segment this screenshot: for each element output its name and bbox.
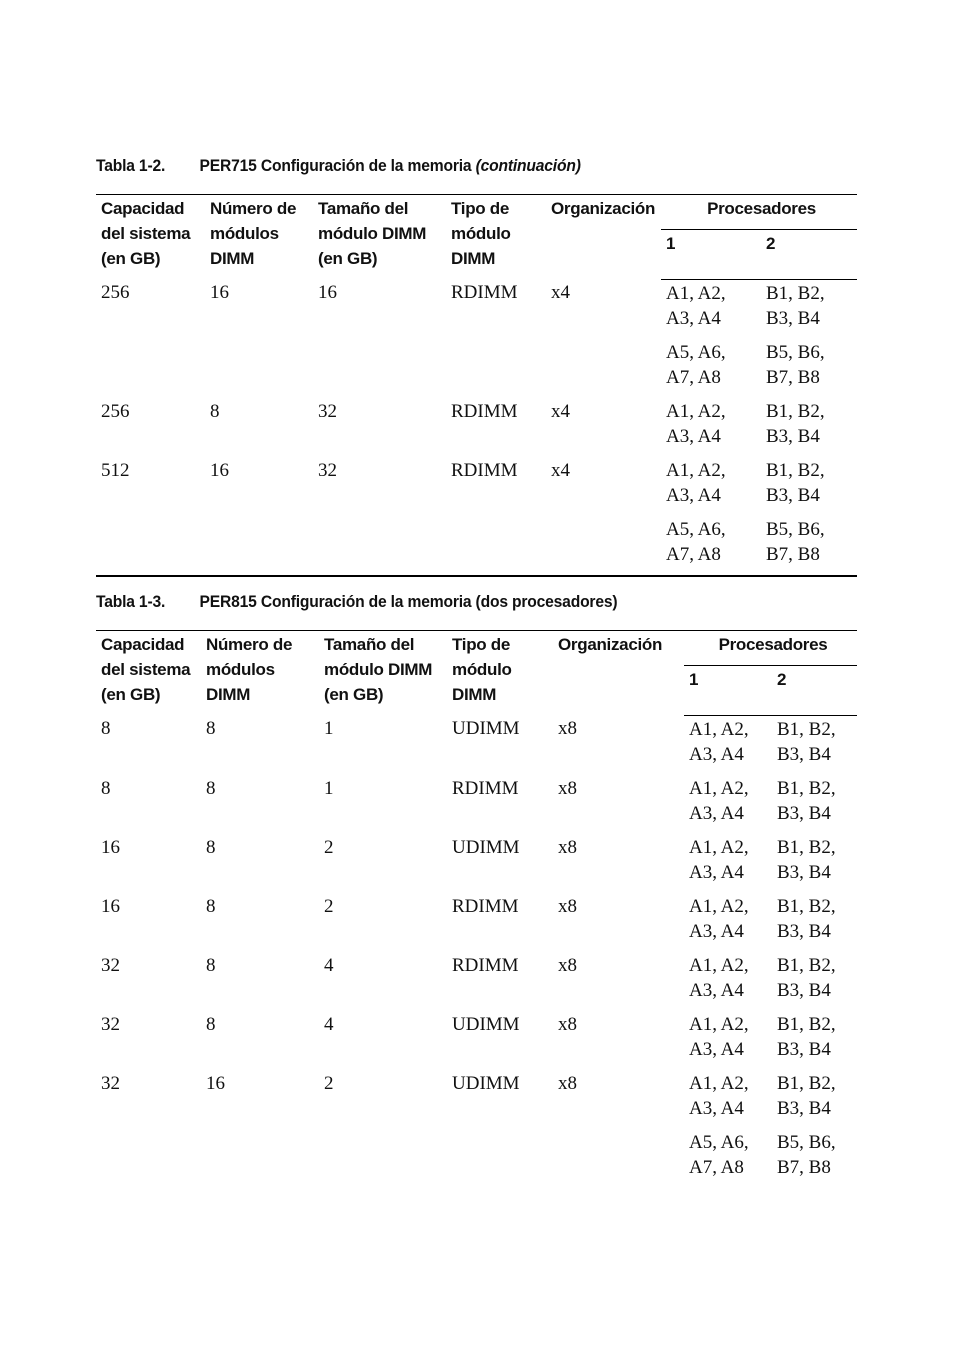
cell-processor-2 xyxy=(772,1070,857,1129)
slot-line: A1, A2, xyxy=(689,777,749,799)
header-type: Tipo de módulo DIMM xyxy=(447,631,553,716)
slot-line: A3, A4 xyxy=(689,1097,744,1119)
table-row xyxy=(96,952,857,1011)
cell-org xyxy=(546,339,661,398)
cell-processor-2 xyxy=(772,834,857,893)
slot-line: A3, A4 xyxy=(666,484,721,506)
cell-size xyxy=(313,339,446,398)
slot-line: A3, A4 xyxy=(689,802,744,824)
cell-capacity xyxy=(96,1129,201,1188)
cell-processor-1 xyxy=(661,339,761,398)
table-row xyxy=(96,834,857,893)
cell-size: 32 xyxy=(318,400,337,422)
header-modules: Número de módulos DIMM xyxy=(201,631,319,716)
cell-processor-2 xyxy=(772,1011,857,1070)
caption-number: Tabla 1-2. xyxy=(96,156,166,175)
cell-capacity: 8 xyxy=(101,718,111,739)
header-organization: Organización xyxy=(546,195,661,280)
slot-line: B1, B2, xyxy=(777,718,836,740)
cell-size: 2 xyxy=(324,836,334,858)
table-row xyxy=(96,1129,857,1188)
slot-line: B3, B4 xyxy=(777,920,831,942)
cell-modules xyxy=(205,339,313,398)
header-modules: Número de módulos DIMM xyxy=(205,195,313,280)
cell-size: 4 xyxy=(324,1013,334,1035)
slot-line: A5, A6, xyxy=(689,1131,749,1153)
cell-processor-1 xyxy=(684,952,772,1011)
cell-processor-1 xyxy=(661,457,761,516)
slot-line: B5, B6, xyxy=(777,1131,836,1153)
cell-type xyxy=(447,1129,553,1188)
cell-processor-1 xyxy=(661,398,761,457)
header-type: Tipo de módulo DIMM xyxy=(446,195,546,280)
slot-line: A3, A4 xyxy=(689,979,744,1001)
slot-line: A3, A4 xyxy=(689,743,744,765)
cell-capacity: 32 xyxy=(101,954,120,976)
slot-line: A1, A2, xyxy=(666,282,726,304)
slot-line: B1, B2, xyxy=(777,1072,836,1094)
cell-modules: 16 xyxy=(210,459,229,481)
cell-org xyxy=(546,516,661,576)
cell-type: RDIMM xyxy=(451,400,518,422)
cell-org: x4 xyxy=(551,459,570,481)
slot-line: A3, A4 xyxy=(666,425,721,447)
slot-line: B3, B4 xyxy=(766,484,820,506)
slot-line: B1, B2, xyxy=(766,400,825,422)
cell-capacity: 512 xyxy=(101,459,130,481)
slot-line: A1, A2, xyxy=(689,1013,749,1035)
header-capacity: Capacidad del sistema (en GB) xyxy=(96,631,201,716)
cell-capacity: 8 xyxy=(101,777,111,799)
cell-processor-2 xyxy=(761,516,857,576)
cell-processor-1 xyxy=(684,893,772,952)
slot-line: B7, B8 xyxy=(766,543,820,565)
table-row xyxy=(96,516,857,576)
cell-type xyxy=(446,339,546,398)
cell-org: x8 xyxy=(558,1072,577,1094)
cell-capacity: 256 xyxy=(101,400,130,422)
cell-modules: 16 xyxy=(210,282,229,303)
cell-processor-2 xyxy=(761,398,857,457)
header-processor-1: 1 xyxy=(684,665,772,715)
cell-type: UDIMM xyxy=(452,836,520,858)
cell-processor-2 xyxy=(772,952,857,1011)
slot-line: B1, B2, xyxy=(777,895,836,917)
table-row xyxy=(96,775,857,834)
slot-line: B3, B4 xyxy=(777,1038,831,1060)
cell-processor-1 xyxy=(661,516,761,576)
cell-org: x8 xyxy=(558,954,577,976)
slot-line: B1, B2, xyxy=(777,1013,836,1035)
cell-processor-2 xyxy=(772,775,857,834)
cell-processor-1 xyxy=(661,279,761,339)
slot-line: A7, A8 xyxy=(666,366,721,388)
cell-size: 1 xyxy=(324,718,334,739)
cell-modules: 8 xyxy=(206,718,216,739)
slot-line: A5, A6, xyxy=(666,518,726,540)
cell-capacity: 32 xyxy=(101,1013,120,1035)
slot-line: A5, A6, xyxy=(666,341,726,363)
cell-processor-1 xyxy=(684,834,772,893)
cell-processor-1 xyxy=(684,775,772,834)
cell-org xyxy=(553,1129,684,1188)
cell-capacity: 16 xyxy=(101,836,120,858)
slot-line: B1, B2, xyxy=(777,777,836,799)
slot-line: A7, A8 xyxy=(689,1156,744,1178)
cell-type: UDIMM xyxy=(452,1013,520,1035)
slot-line: A1, A2, xyxy=(689,954,749,976)
cell-org: x8 xyxy=(558,777,577,799)
slot-line: B1, B2, xyxy=(766,459,825,481)
slot-line: B1, B2, xyxy=(777,836,836,858)
table-row xyxy=(96,457,857,516)
slot-line: B3, B4 xyxy=(777,743,831,765)
slot-line: B1, B2, xyxy=(777,954,836,976)
cell-type: RDIMM xyxy=(451,282,518,303)
cell-processor-2 xyxy=(761,457,857,516)
cell-type xyxy=(446,516,546,576)
memory-table-per815 xyxy=(96,630,857,1188)
slot-line: B3, B4 xyxy=(777,979,831,1001)
cell-modules: 8 xyxy=(206,777,216,799)
slot-line: B1, B2, xyxy=(766,282,825,304)
header-processor-2: 2 xyxy=(761,229,857,279)
cell-modules: 8 xyxy=(206,836,216,858)
slot-line: B5, B6, xyxy=(766,341,825,363)
table-1-2-caption xyxy=(96,156,581,176)
table-row xyxy=(96,339,857,398)
slot-line: B3, B4 xyxy=(766,307,820,329)
table-row xyxy=(96,1070,857,1129)
cell-type: RDIMM xyxy=(452,777,519,799)
table-row xyxy=(96,1011,857,1070)
slot-line: A3, A4 xyxy=(689,861,744,883)
cell-modules: 8 xyxy=(206,895,216,917)
cell-processor-2 xyxy=(761,339,857,398)
cell-org: x8 xyxy=(558,718,577,739)
table-row xyxy=(96,715,857,775)
memory-table-per715 xyxy=(96,194,857,577)
cell-org: x8 xyxy=(558,1013,577,1035)
cell-size: 2 xyxy=(324,895,334,917)
caption-suffix: (continuación) xyxy=(475,156,581,175)
cell-type: UDIMM xyxy=(452,718,520,739)
cell-capacity xyxy=(96,516,205,576)
cell-modules: 8 xyxy=(210,400,220,422)
cell-modules xyxy=(201,1129,319,1188)
header-size: Tamaño del módulo DIMM (en GB) xyxy=(319,631,447,716)
cell-type: RDIMM xyxy=(452,954,519,976)
header-organization: Organización xyxy=(553,631,684,716)
slot-line: A1, A2, xyxy=(666,400,726,422)
cell-size: 4 xyxy=(324,954,334,976)
cell-size: 2 xyxy=(324,1072,334,1094)
slot-line: A7, A8 xyxy=(666,543,721,565)
slot-line: B3, B4 xyxy=(777,802,831,824)
cell-modules xyxy=(205,516,313,576)
cell-processor-1 xyxy=(684,1011,772,1070)
slot-line: B3, B4 xyxy=(777,861,831,883)
cell-type: RDIMM xyxy=(452,895,519,917)
table-row xyxy=(96,893,857,952)
slot-line: B3, B4 xyxy=(766,425,820,447)
cell-processor-1 xyxy=(684,1129,772,1188)
cell-processor-2 xyxy=(772,893,857,952)
cell-processor-1 xyxy=(684,1070,772,1129)
cell-type: RDIMM xyxy=(451,459,518,481)
cell-size xyxy=(313,516,446,576)
cell-processor-2 xyxy=(761,279,857,339)
cell-capacity xyxy=(96,339,205,398)
table-row xyxy=(96,398,857,457)
header-processors: Procesadores xyxy=(684,631,857,666)
cell-capacity: 16 xyxy=(101,895,120,917)
slot-line: A3, A4 xyxy=(689,920,744,942)
caption-title: PER715 Configuración de la memoria xyxy=(199,156,472,175)
cell-size xyxy=(319,1129,447,1188)
slot-line: B7, B8 xyxy=(766,366,820,388)
table-1-3-caption xyxy=(96,592,617,612)
slot-line: B7, B8 xyxy=(777,1156,831,1178)
cell-capacity: 32 xyxy=(101,1072,120,1094)
header-capacity: Capacidad del sistema (en GB) xyxy=(96,195,205,280)
slot-line: A3, A4 xyxy=(689,1038,744,1060)
slot-line: A1, A2, xyxy=(689,1072,749,1094)
cell-org: x4 xyxy=(551,282,570,303)
header-processors: Procesadores xyxy=(661,195,857,230)
cell-modules: 8 xyxy=(206,954,216,976)
cell-capacity: 256 xyxy=(101,282,130,303)
cell-modules: 16 xyxy=(206,1072,225,1094)
cell-size: 32 xyxy=(318,459,337,481)
caption-title: PER815 Configuración de la memoria (dos procesadores) xyxy=(199,592,618,611)
cell-size: 16 xyxy=(318,282,337,303)
slot-line: B3, B4 xyxy=(777,1097,831,1119)
cell-processor-2 xyxy=(772,1129,857,1188)
cell-org: x4 xyxy=(551,400,570,422)
caption-number: Tabla 1-3. xyxy=(96,592,166,611)
cell-org: x8 xyxy=(558,895,577,917)
cell-modules: 8 xyxy=(206,1013,216,1035)
slot-line: B5, B6, xyxy=(766,518,825,540)
cell-type: UDIMM xyxy=(452,1072,520,1094)
cell-size: 1 xyxy=(324,777,334,799)
slot-line: A1, A2, xyxy=(689,895,749,917)
cell-processor-2 xyxy=(772,715,857,775)
table-row xyxy=(96,279,857,339)
cell-processor-1 xyxy=(684,715,772,775)
cell-org: x8 xyxy=(558,836,577,858)
slot-line: A1, A2, xyxy=(689,836,749,858)
header-processor-2: 2 xyxy=(772,665,857,715)
slot-line: A1, A2, xyxy=(666,459,726,481)
header-processor-1: 1 xyxy=(661,229,761,279)
slot-line: A1, A2, xyxy=(689,718,749,740)
header-size: Tamaño del módulo DIMM (en GB) xyxy=(313,195,446,280)
slot-line: A3, A4 xyxy=(666,307,721,329)
